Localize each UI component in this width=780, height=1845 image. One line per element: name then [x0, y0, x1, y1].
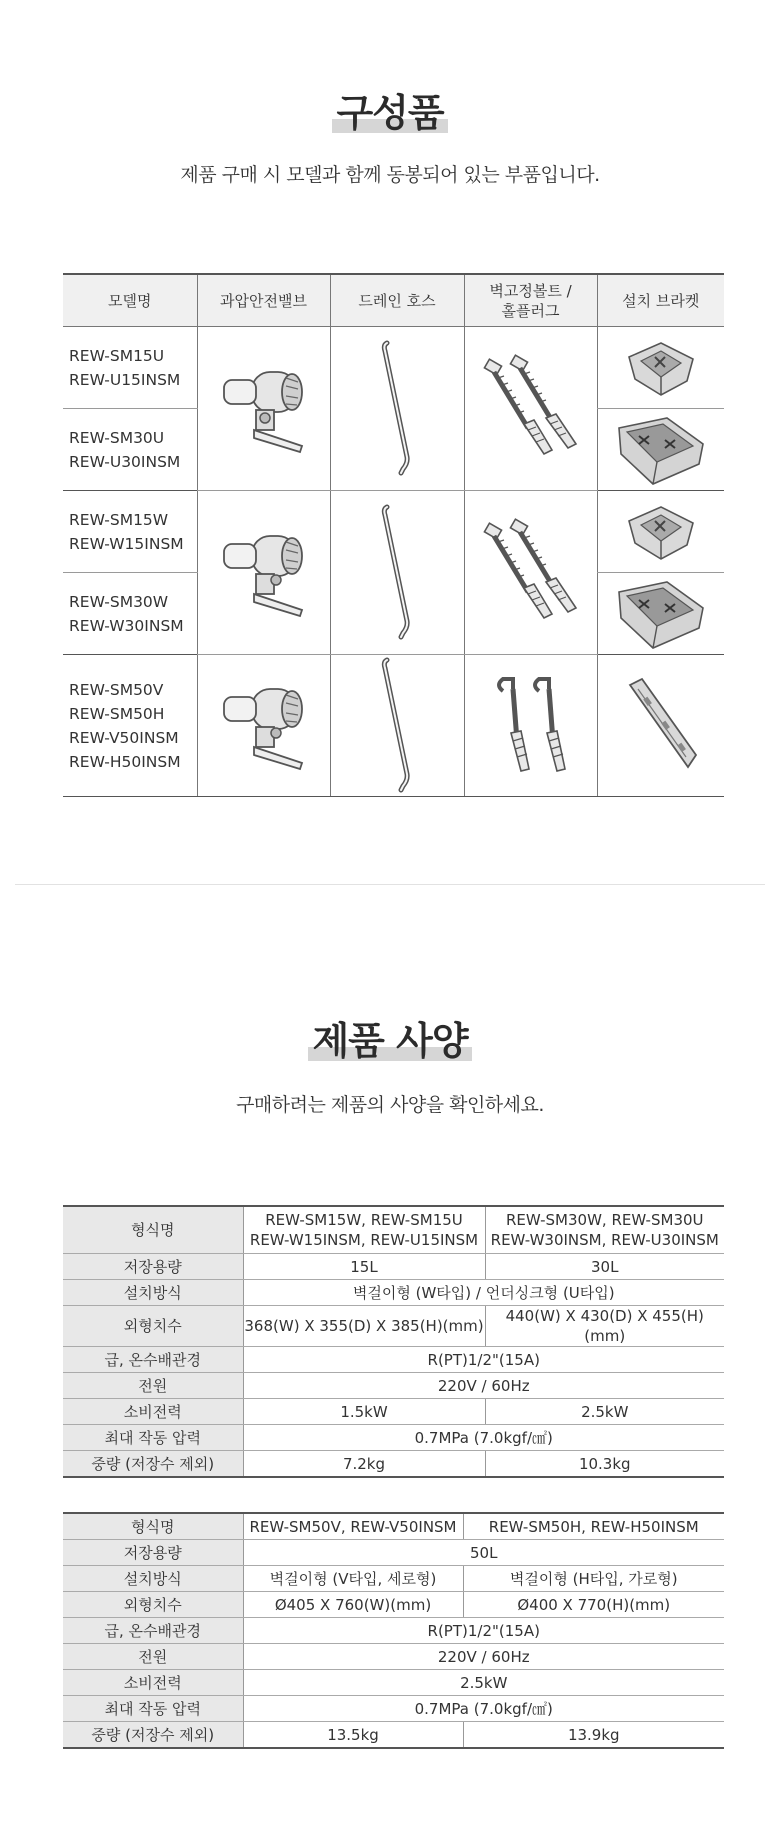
spec-row [63, 1566, 724, 1592]
spec-row [63, 1592, 724, 1618]
model-name: REW-SM15W [69, 510, 169, 529]
hose-cell [330, 655, 464, 797]
components-title: 구성품 [332, 82, 447, 137]
bracket-cell [597, 491, 724, 573]
spec-row [63, 1722, 724, 1749]
spec-label: 중량 (저장수 제외) [63, 1451, 243, 1478]
spec-value: 1.5kW [243, 1399, 485, 1425]
model-cell [63, 409, 197, 491]
bracket-icon [613, 414, 709, 486]
spec-label: 전원 [63, 1644, 243, 1670]
spec-value: 13.5kg [243, 1722, 463, 1749]
bracket-icon [616, 671, 706, 781]
components-title-wrap [0, 82, 780, 137]
spec-row [63, 1347, 724, 1373]
bolt-cell [464, 491, 597, 655]
model-name: REW-SM50V [69, 680, 164, 699]
model-cell [63, 491, 197, 573]
wall-bolt-icon [476, 518, 586, 628]
model-name: REW-H50INSM [69, 752, 181, 771]
spec-value: 벽걸이형 (H타입, 가로형) [463, 1566, 724, 1592]
components-row [63, 491, 724, 573]
specs-subtitle: 구매하려는 제품의 사양을 확인하세요. [236, 1094, 544, 1116]
spec-row [63, 1373, 724, 1399]
model-name: REW-U15INSM [69, 370, 181, 389]
valve-cell [197, 327, 330, 491]
model-name: REW-SM50H [69, 704, 165, 723]
spec-value: Ø400 X 770(H)(mm) [463, 1592, 724, 1618]
model-name: REW-SM15U [69, 346, 165, 365]
components-subtitle: 제품 구매 시 모델과 함께 동봉되어 있는 부품입니다. [180, 164, 600, 186]
spec-row [63, 1306, 724, 1347]
spec-value: 30L [485, 1254, 724, 1280]
spec-row [63, 1206, 724, 1254]
spec-row [63, 1540, 724, 1566]
bolt-cell [464, 655, 597, 797]
spec-row [63, 1513, 724, 1540]
spec-label: 형식명 [63, 1513, 243, 1540]
bracket-icon [613, 578, 709, 650]
spec-label: 소비전력 [63, 1670, 243, 1696]
model-name: REW-W15INSM [69, 534, 184, 553]
valve-cell [197, 491, 330, 655]
spec-row [63, 1644, 724, 1670]
spec-value: R(PT)1/2"(15A) [243, 1347, 724, 1373]
spec-label: 저장용량 [63, 1540, 243, 1566]
bracket-cell [597, 573, 724, 655]
spec-value: 0.7MPa (7.0kgf/㎠) [243, 1696, 724, 1722]
wall-bolt-icon [476, 354, 586, 464]
bracket-icon [621, 337, 701, 399]
header-valve: 과압안전밸브 [197, 274, 330, 327]
spec-value: 220V / 60Hz [243, 1644, 724, 1670]
spec-label: 최대 작동 압력 [63, 1696, 243, 1722]
bracket-icon [621, 501, 701, 563]
header-bolt-line1: 벽고정볼트 / [489, 281, 572, 300]
model-cell [63, 573, 197, 655]
spec-value: 15L [243, 1254, 485, 1280]
safety-valve-icon [214, 354, 314, 464]
header-model: 모델명 [63, 274, 197, 327]
drain-hose-icon [367, 339, 427, 479]
spec-value: REW-SM50V, REW-V50INSM [243, 1513, 463, 1540]
spec-table-1 [63, 1205, 724, 1478]
model-name: REW-W30INSM [69, 616, 184, 635]
header-hose: 드레인 호스 [330, 274, 464, 327]
spec-value: 벽걸이형 (W타입) / 언더싱크형 (U타입) [243, 1280, 724, 1306]
safety-valve-icon [214, 518, 314, 628]
hose-cell [330, 327, 464, 491]
spec-value: 50L [243, 1540, 724, 1566]
model-name: REW-U30INSM [69, 452, 181, 471]
spec-row [63, 1280, 724, 1306]
spec-row [63, 1670, 724, 1696]
specs-title: 제품 사양 [308, 1010, 471, 1065]
header-bracket: 설치 브라켓 [597, 274, 724, 327]
model-cell [63, 655, 197, 797]
components-row [63, 655, 724, 797]
header-bolt [464, 274, 597, 327]
spec-label: 최대 작동 압력 [63, 1425, 243, 1451]
wall-bolt-icon [481, 671, 581, 781]
spec-value: Ø405 X 760(W)(mm) [243, 1592, 463, 1618]
spec-row [63, 1399, 724, 1425]
spec-label: 저장용량 [63, 1254, 243, 1280]
spec-row [63, 1254, 724, 1280]
hose-cell [330, 491, 464, 655]
spec-row [63, 1425, 724, 1451]
spec-label: 급, 온수배관경 [63, 1347, 243, 1373]
model-name: REW-SM30U [69, 428, 165, 447]
spec-value: R(PT)1/2"(15A) [243, 1618, 724, 1644]
spec-label: 전원 [63, 1373, 243, 1399]
model-cell [63, 327, 197, 409]
spec-value: 220V / 60Hz [243, 1373, 724, 1399]
spec-table-2 [63, 1512, 724, 1749]
spec-value: 2.5kW [243, 1670, 724, 1696]
bolt-cell [464, 327, 597, 491]
bracket-cell [597, 409, 724, 491]
spec-label: 외형치수 [63, 1592, 243, 1618]
header-bolt-line2: 홀플러그 [501, 301, 560, 320]
spec-label: 설치방식 [63, 1280, 243, 1306]
spec-label: 중량 (저장수 제외) [63, 1722, 243, 1749]
specs-title-wrap [0, 1010, 780, 1065]
spec-row [63, 1618, 724, 1644]
components-header-row [63, 274, 724, 327]
spec-value: REW-SM15W, REW-SM15U REW-W15INSM, REW-U15INSM [243, 1206, 485, 1254]
components-row [63, 327, 724, 409]
spec-label: 소비전력 [63, 1399, 243, 1425]
components-table [63, 273, 724, 797]
spec-value: 10.3kg [485, 1451, 724, 1478]
spec-value: 7.2kg [243, 1451, 485, 1478]
drain-hose-icon [367, 503, 427, 643]
spec-label: 외형치수 [63, 1306, 243, 1347]
spec-value: 0.7MPa (7.0kgf/㎠) [243, 1425, 724, 1451]
spec-label: 설치방식 [63, 1566, 243, 1592]
spec-value: REW-SM50H, REW-H50INSM [463, 1513, 724, 1540]
spec-row [63, 1451, 724, 1478]
bracket-cell [597, 327, 724, 409]
spec-value: 2.5kW [485, 1399, 724, 1425]
model-name: REW-SM30W [69, 592, 169, 611]
drain-hose-icon [367, 656, 427, 796]
spec-value: 벽걸이형 (V타입, 세로형) [243, 1566, 463, 1592]
spec-value: 13.9kg [463, 1722, 724, 1749]
spec-label: 급, 온수배관경 [63, 1618, 243, 1644]
spec-label: 형식명 [63, 1206, 243, 1254]
section-divider [15, 884, 765, 885]
spec-value: 368(W) X 355(D) X 385(H)(mm) [243, 1306, 485, 1347]
bracket-cell [597, 655, 724, 797]
valve-cell [197, 655, 330, 797]
safety-valve-icon [214, 671, 314, 781]
spec-value: 440(W) X 430(D) X 455(H)(mm) [485, 1306, 724, 1347]
spec-row [63, 1696, 724, 1722]
spec-value: REW-SM30W, REW-SM30U REW-W30INSM, REW-U30INSM [485, 1206, 724, 1254]
model-name: REW-V50INSM [69, 728, 179, 747]
